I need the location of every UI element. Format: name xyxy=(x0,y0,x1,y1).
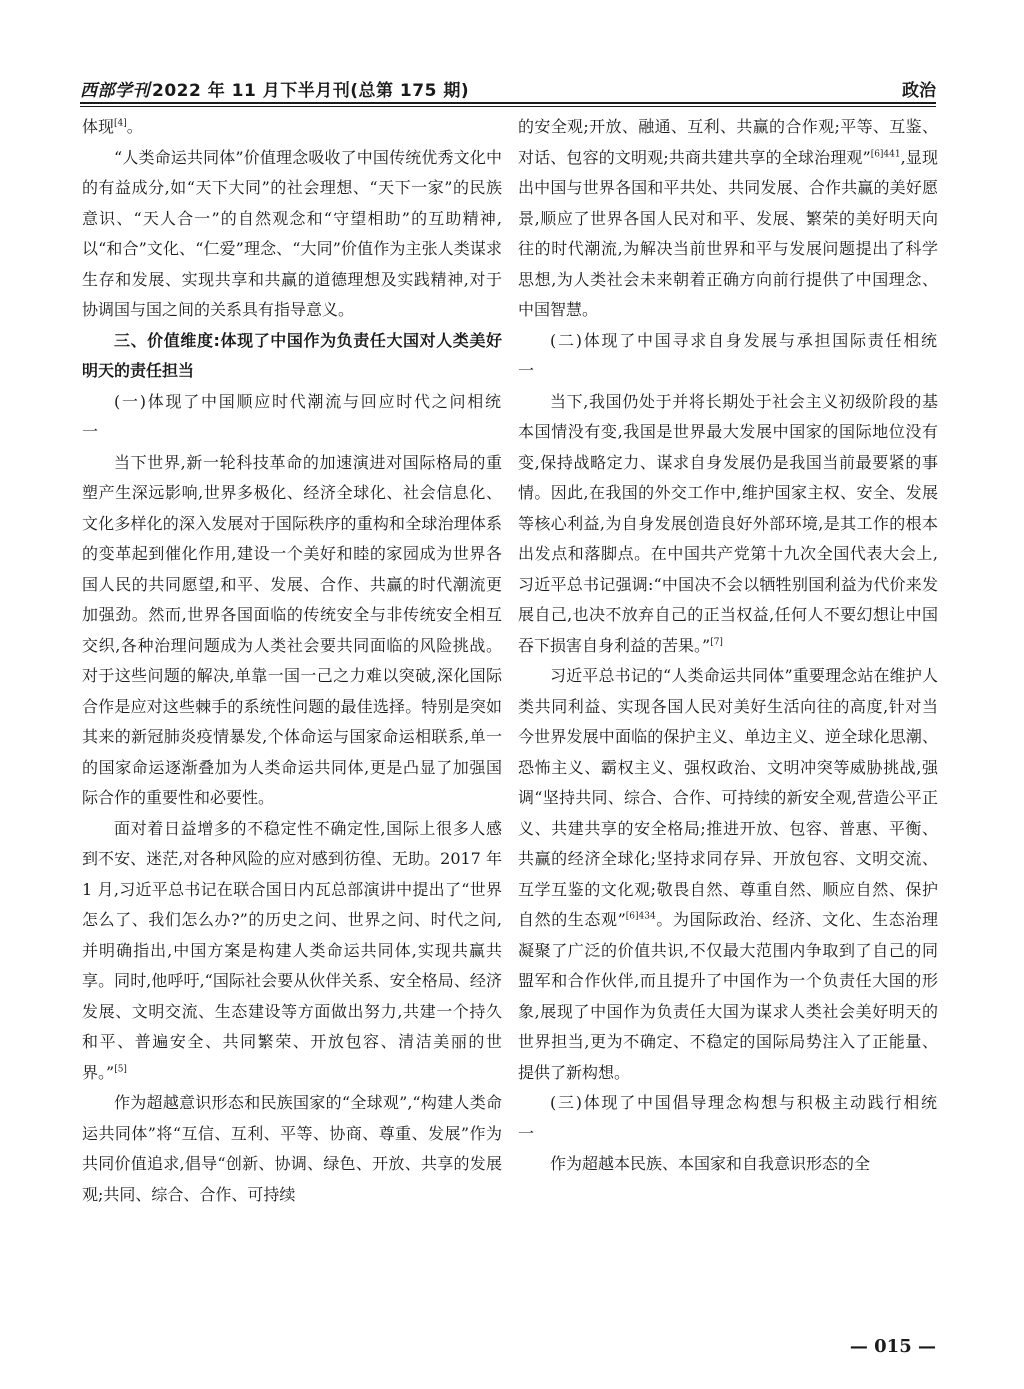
paragraph xyxy=(82,112,502,143)
page-number: — 015 — xyxy=(849,1336,936,1357)
paragraph-text: 作为超越意识形态和民族国家的“全球观”,“构建人类命运共同体”将“互信、互利、平等、协商、尊重、发展”作为共同价值追求,倡导“创新、协调、绿色、开放、共享的发展观;共同、综合、合作、可持续 xyxy=(82,1093,502,1204)
paragraph-text: (二)体现了中国寻求自身发展与承担国际责任相统一 xyxy=(518,330,938,380)
citation-ref: [6]434 xyxy=(625,911,656,922)
paragraph xyxy=(518,661,938,1088)
paragraph xyxy=(82,814,502,1089)
section-name: 政治 xyxy=(902,81,936,101)
header-rule-thick xyxy=(80,102,936,104)
citation-ref: [7] xyxy=(710,637,723,648)
paragraph xyxy=(518,112,938,326)
paragraph-text: 习近平总书记的“人类命运共同体”重要理念站在维护人类共同利益、实现各国人民对美好生活向往的高度,针对当今世界发展中面临的保护主义、单边主义、逆全球化思潮、恐怖主义、霸权主义、强权政治、文明冲突等威胁挑战,强调“坚持共同、综合、合作、可持续的新安全观,营造公平正义、共建共享的安全格局;推进开放、包容、普惠、平衡、共赢的经济全球化;坚持求同存异、开放包容、文明交流、互学互鉴的文化观;敬畏自然、尊重自然、顺应自然、保护自然的生态观” xyxy=(518,666,938,929)
paragraph-text: 三、价值维度:体现了中国作为负责任大国对人类美好明天的责任担当 xyxy=(82,330,502,380)
citation-ref: [5] xyxy=(114,1064,127,1075)
paragraph-tail: ,显现出中国与世界各国和平共处、共同发展、合作共赢的美好愿景,顺应了世界各国人民对和平、发展、繁荣的美好明天向往的时代潮流,为解决当前世界和平与发展问题提出了科学思想,为人类社会未来朝着正确方向前行提供了中国理念、中国智慧。 xyxy=(518,147,938,319)
paragraph-tail: 。 xyxy=(126,117,143,136)
section-heading xyxy=(82,326,502,387)
paragraph-tail: 。为国际政治、经济、文化、生态治理凝聚了广泛的价值共识,不仅最大范围内争取到了自己的同盟军和合作伙伴,而且提升了中国作为一个负责任大国的形象,展现了中国作为负责任大国为谋求人类社会美好明天的世界担当,更为不确定、不稳定的国际局势注入了正能量、提供了新构想。 xyxy=(518,910,938,1082)
page-header xyxy=(80,74,936,102)
header-rule-thin xyxy=(80,106,936,107)
paragraph xyxy=(82,448,502,814)
issue-info: 2022 年 11 月下半月刊(总第 175 期) xyxy=(152,81,470,101)
journal-issue xyxy=(80,76,469,101)
citation-ref: [4] xyxy=(114,118,127,129)
paragraph xyxy=(518,1149,938,1180)
paragraph-text: “人类命运共同体”价值理念吸收了中国传统优秀文化中的有益成分,如“天下大同”的社会理想、“天下一家”的民族意识、“天人合一”的自然观念和“守望相助”的互助精神,以“和合”文化、“仁爱”理念、“大同”价值作为主张人类谋求生存和发展、实现共享和共赢的道德理想及实践精神,对于协调国与国之间的关系具有指导意义。 xyxy=(82,147,502,319)
subsection-heading xyxy=(82,387,502,448)
subsection-heading xyxy=(518,1088,938,1149)
paragraph xyxy=(82,1088,502,1210)
paragraph-text: 的安全观;开放、融通、互利、共赢的合作观;平等、互鉴、对话、包容的文明观;共商共建共享的全球治理观” xyxy=(518,117,938,167)
journal-logo: 西部学刊 xyxy=(80,81,150,101)
paragraph-text: 面对着日益增多的不稳定性不确定性,国际上很多人感到不安、迷茫,对各种风险的应对感到彷徨、无助。2017 年 1 月,习近平总书记在联合国日内瓦总部演讲中提出了“世界怎么了、我们怎么办?”的历史之问、世界之问、时代之问,并明确指出,中国方案是构建人类命运共同体,实现共赢共享。同时,他呼吁,“国际社会要从伙伴关系、安全格局、经济发展、文明交流、生态建设等方面做出努力,共建一个持久和平、普遍安全、共同繁荣、开放包容、清洁美丽的世界。” xyxy=(82,818,502,1082)
paragraph-text: (一)体现了中国顺应时代潮流与回应时代之问相统一 xyxy=(82,391,502,441)
citation-ref: [6]441 xyxy=(870,149,901,160)
left-column xyxy=(82,112,502,1292)
subsection-heading xyxy=(518,326,938,387)
right-column xyxy=(518,112,938,1292)
paragraph-text: 当下世界,新一轮科技革命的加速演进对国际格局的重塑产生深远影响,世界多极化、经济全球化、社会信息化、文化多样化的深入发展对于国际秩序的重构和全球治理体系的变革起到催化作用,建设一个美好和睦的家园成为世界各国人民的共同愿望,和平、发展、合作、共赢的时代潮流更加强劲。然而,世界各国面临的传统安全与非传统安全相互交织,各种治理问题成为人类社会要共同面临的风险挑战。对于这些问题的解决,单靠一国一己之力难以突破,深化国际合作是应对这些棘手的系统性问题的最佳选择。特别是突如其来的新冠肺炎疫情暴发,个体命运与国家命运相联系,单一的国家命运逐渐叠加为人类命运共同体,更是凸显了加强国际合作的重要性和必要性。 xyxy=(82,452,502,807)
paragraph-text: (三)体现了中国倡导理念构想与积极主动践行相统一 xyxy=(518,1093,938,1143)
paragraph-text: 当下,我国仍处于并将长期处于社会主义初级阶段的基本国情没有变,我国是世界最大发展中国家的国际地位没有变,保持战略定力、谋求自身发展仍是我国当前最要紧的事情。因此,在我国的外交工作中,维护国家主权、安全、发展等核心利益,为自身发展创造良好外部环境,是其工作的根本出发点和落脚点。在中国共产党第十九次全国代表大会上,习近平总书记强调:“中国决不会以牺牲别国利益为代价来发展自己,也决不放弃自己的正当权益,任何人不要幻想让中国吞下损害自身利益的苦果。” xyxy=(518,391,938,655)
paragraph-text: 体现 xyxy=(82,117,115,136)
paragraph xyxy=(518,387,938,662)
paragraph xyxy=(82,143,502,326)
paragraph-text: 作为超越本民族、本国家和自我意识形态的全 xyxy=(550,1154,871,1173)
